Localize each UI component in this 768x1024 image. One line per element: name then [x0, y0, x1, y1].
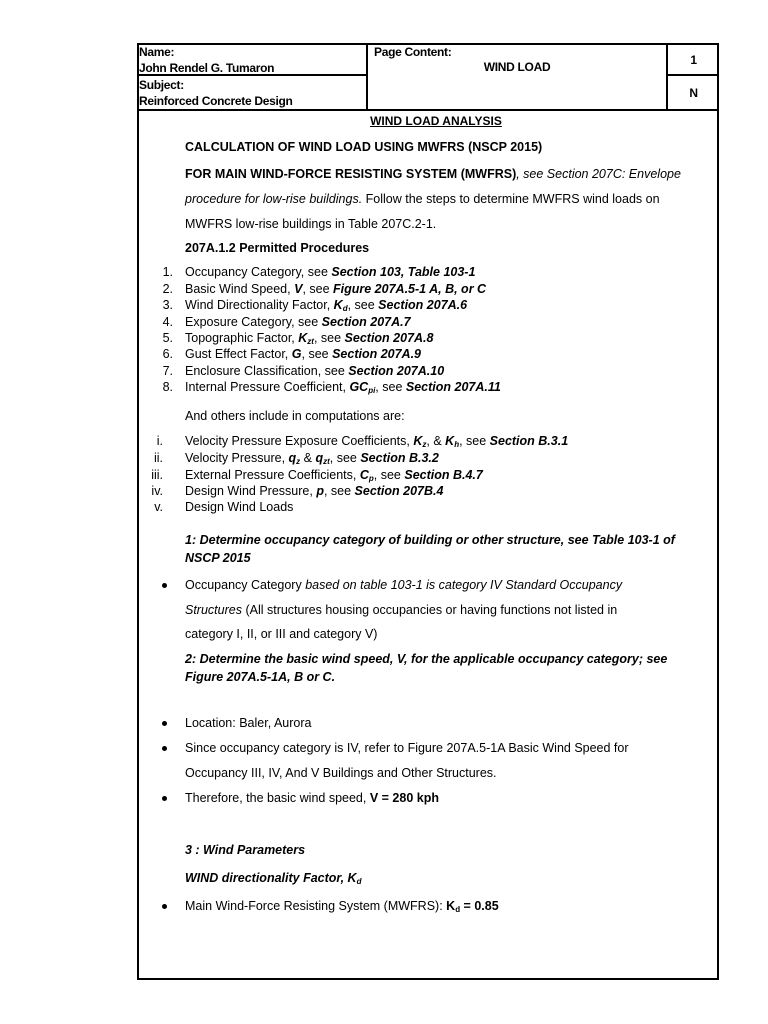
procedure-number: 5.: [162, 331, 173, 345]
procedure-reference: Section 207A.6: [378, 298, 468, 312]
procedure-text: Topographic Factor,: [185, 331, 299, 345]
step2-line-2: Figure 207A.5-1A, B or C.: [185, 670, 336, 684]
procedure-mid: , see: [313, 331, 345, 345]
since-line-1: Since occupancy category is IV, refer to Figure 207A.5-1A Basic Wind Speed for: [185, 741, 629, 755]
procedure-number: 2.: [162, 282, 173, 296]
procedure-symbol: K: [298, 331, 308, 345]
procedure-reference: Figure 207A.5-1 A, B, or C: [333, 282, 487, 296]
header-bottom-line: [137, 109, 719, 111]
location: Location: Baler, Aurora: [185, 716, 312, 730]
occ-b: based on table 103-1 is category IV Standard Occupancy: [305, 578, 623, 592]
therefore-pre: Therefore, the basic wind speed,: [185, 791, 370, 805]
procedure-text: Gust Effect Factor,: [185, 347, 292, 361]
mwfrs-line-3: MWFRS low-rise buildings in Table 207C.2-1.: [185, 217, 437, 231]
procedure-item: [185, 347, 421, 361]
header-divider-1: [366, 43, 368, 111]
occupancy-line-2: [185, 603, 617, 617]
procedure-symbol: V: [294, 282, 303, 296]
procedure-symbol-sub: zt: [307, 337, 314, 346]
bullet-therefore: [162, 796, 167, 801]
procedure-symbol: GC: [349, 380, 369, 394]
procedure-text: Wind Directionality Factor,: [185, 298, 334, 312]
procedure-text: Occupancy Category, see: [185, 265, 332, 279]
procedure-item: [185, 331, 433, 345]
subject-label: Subject:: [139, 78, 184, 92]
procedure-number: 6.: [162, 347, 173, 361]
permitted-heading: 207A.1.2 Permitted Procedures: [185, 241, 370, 255]
procedure-text: Basic Wind Speed,: [185, 282, 295, 296]
mwfrs-line-2: [185, 192, 660, 206]
step3-heading: 3 : Wind Parameters: [185, 843, 306, 857]
bullet-kd: [162, 904, 167, 909]
computation-number: ii.: [153, 451, 163, 465]
procedure-item: [185, 265, 475, 279]
computation-item: Velocity Pressure, $q_z$ & $q_{zt}$, see Section B.3.2: [185, 451, 439, 466]
name-label: Name:: [139, 45, 175, 59]
step1-line-1: 1: Determine occupancy category of building or other structure, see Table 103-1 of: [185, 533, 675, 547]
procedure-item: [185, 380, 501, 394]
computation-item: External Pressure Coefficients, $C_p$, see Section B.4.7: [185, 468, 483, 483]
procedure-item: [185, 315, 411, 329]
procedure-number: 8.: [162, 380, 173, 394]
header-row-divider-right: [666, 74, 719, 76]
page-content-value: WIND LOAD: [483, 60, 551, 74]
kd-value: = 0.85: [460, 899, 499, 913]
procedure-number: 1.: [162, 265, 173, 279]
procedure-reference: Section 207A.7: [321, 315, 411, 329]
since-line-2: Occupancy III, IV, And V Buildings and Other Structures.: [185, 766, 497, 780]
procedure-symbol-sub: pi: [368, 386, 376, 395]
step2-line-1: 2: Determine the basic wind speed, V, for the applicable occupancy category; see: [185, 652, 668, 666]
mwfrs-italic: , see Section 207C: Envelope: [516, 167, 681, 181]
mwfrs-bold: FOR MAIN WIND-FORCE RESISTING SYSTEM (MWFRS): [185, 167, 517, 181]
occ-d: (All structures housing occupancies or having functions not listed in: [241, 603, 618, 617]
computation-item: Velocity Pressure Exposure Coefficients, $K_z$, & $K_h$, see Section B.3.1: [185, 434, 569, 449]
calc-heading: CALCULATION OF WIND LOAD USING MWFRS (NSCP 2015): [185, 140, 543, 154]
occ-a: Occupancy Category: [185, 578, 306, 592]
bullet-since: [162, 746, 167, 751]
page-content-label: Page Content:: [374, 45, 452, 59]
computation-item: Design Wind Loads: [185, 500, 294, 514]
name-value: John Rendel G. Tumaron: [139, 61, 275, 75]
bullet-location: [162, 721, 167, 726]
procedure-item: [185, 364, 444, 378]
subject-value: Reinforced Concrete Design: [139, 94, 293, 108]
procedure-text: Internal Pressure Coefficient,: [185, 380, 350, 394]
mwfrs-italic-2: procedure for low-rise buildings.: [185, 192, 363, 206]
procedure-reference: Section 103, Table 103-1: [331, 265, 476, 279]
procedure-item: [185, 298, 467, 312]
procedure-reference: Section 207A.10: [348, 364, 445, 378]
mwfrs-normal-2: Follow the steps to determine MWFRS wind loads on: [362, 192, 660, 206]
occ-c: Structures: [185, 603, 242, 617]
others-intro: And others include in computations are:: [185, 409, 405, 423]
kd-sub: d: [455, 905, 461, 914]
kd-heading-sub: d: [356, 877, 362, 886]
procedure-symbol-sub: d: [342, 304, 348, 313]
procedure-mid: , see: [301, 347, 333, 361]
procedure-reference: Section 207A.9: [332, 347, 422, 361]
procedure-symbol: K: [333, 298, 343, 312]
procedure-reference: Section 207A.8: [344, 331, 434, 345]
wind-speed-value: V = 280 kph: [369, 791, 439, 805]
procedure-number: 7.: [162, 364, 173, 378]
procedure-mid: , see: [302, 282, 334, 296]
bullet-occupancy: [162, 583, 167, 588]
computation-item: Design Wind Pressure, p, see Section 207B.4: [185, 484, 444, 498]
procedure-text: Enclosure Classification, see: [185, 364, 349, 378]
computation-number: v.: [154, 500, 163, 514]
procedure-number: 4.: [162, 315, 173, 329]
kd-heading: [185, 871, 361, 885]
kd-heading-text: WIND directionality Factor, K: [185, 871, 357, 885]
page-code: N: [689, 86, 698, 100]
mwfrs-kd-line: [185, 899, 499, 913]
computation-number: iv.: [151, 484, 163, 498]
procedure-item: [185, 282, 486, 296]
procedure-number: 3.: [162, 298, 173, 312]
procedure-mid: , see: [347, 298, 379, 312]
mwfrs-line-1: [185, 167, 681, 181]
procedure-symbol: G: [291, 347, 302, 361]
occupancy-line-3: category I, II, or III and category V): [185, 627, 378, 641]
procedure-text: Exposure Category, see: [185, 315, 322, 329]
occupancy-line-1: [185, 578, 622, 592]
doc-title: WIND LOAD ANALYSIS: [370, 114, 502, 128]
procedure-reference: Section 207A.11: [405, 380, 501, 394]
mwfrs-kd-pre: Main Wind-Force Resisting System (MWFRS):: [185, 899, 447, 913]
procedure-mid: , see: [375, 380, 406, 394]
computation-number: i.: [156, 434, 163, 448]
computation-number: iii.: [151, 468, 163, 482]
step1-line-2: NSCP 2015: [185, 551, 251, 565]
therefore-line: [185, 791, 439, 805]
page-number: 1: [690, 53, 697, 67]
kd-symbol: K: [446, 899, 456, 913]
